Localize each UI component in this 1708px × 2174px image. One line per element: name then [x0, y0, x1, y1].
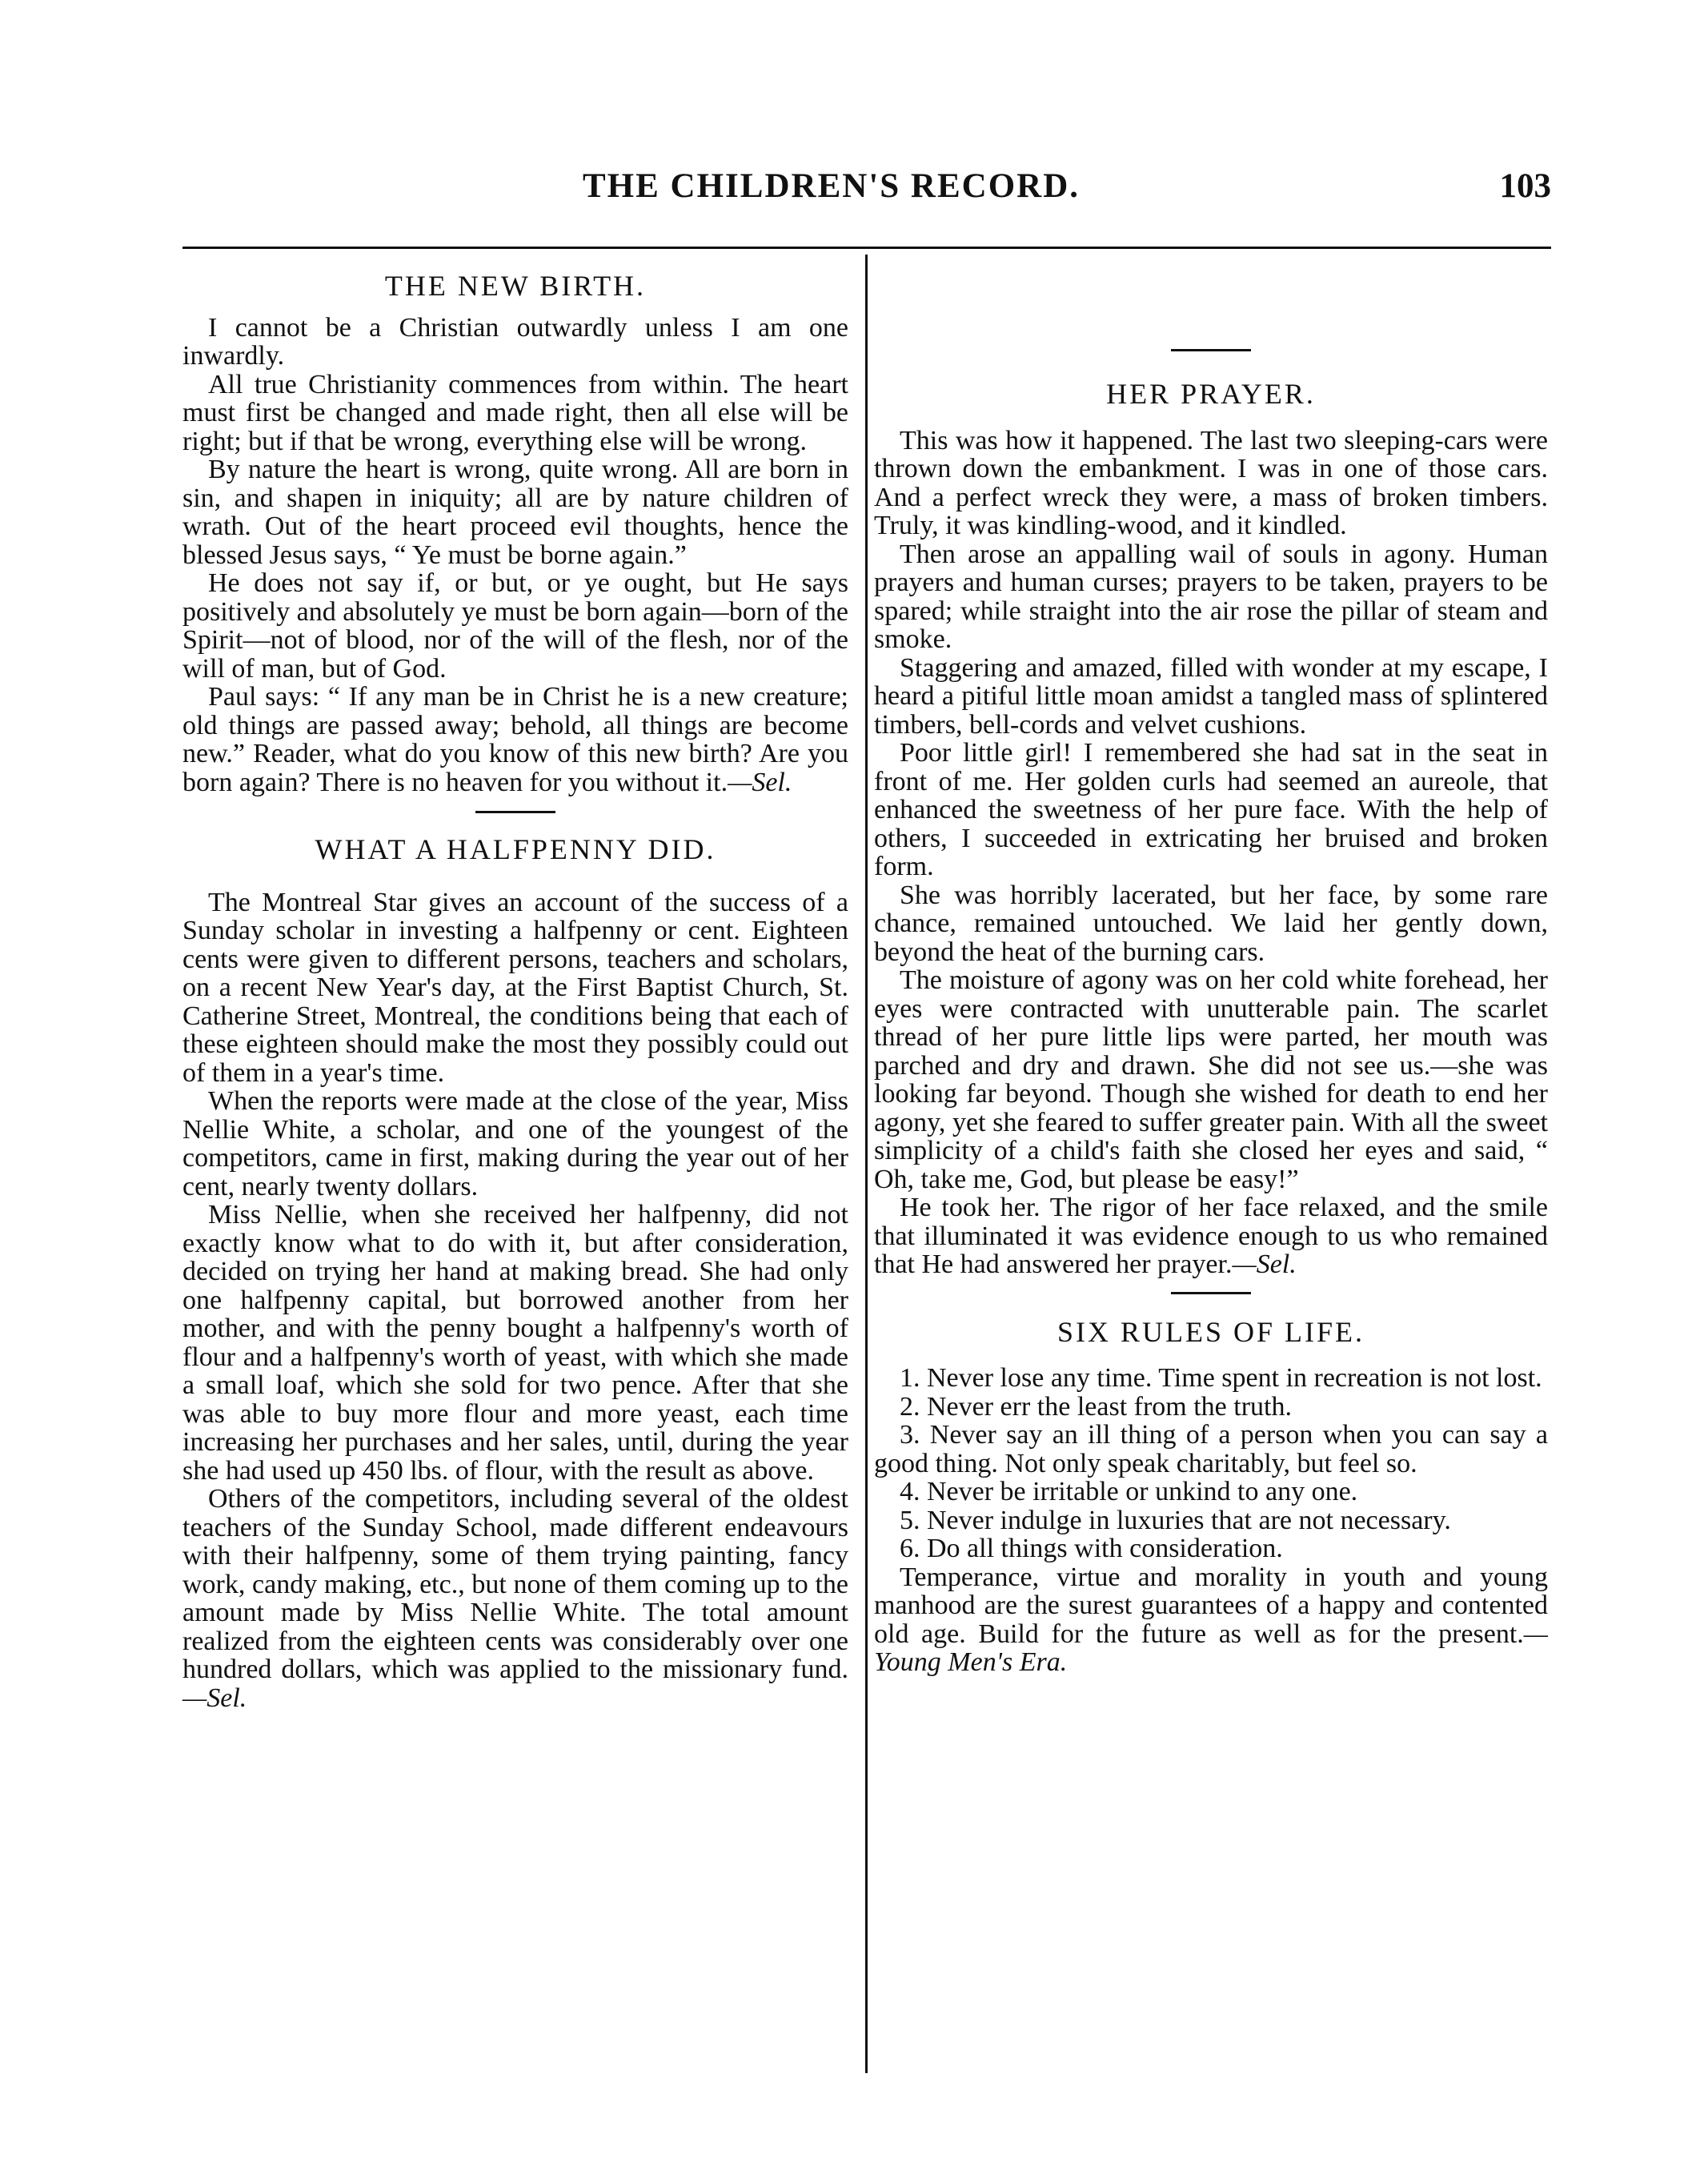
section-divider: [1171, 1292, 1251, 1294]
paragraph: Poor little girl! I remembered she had sat in the seat in front of me. Her golden curls had seemed an aureole, that enhanced the sweetness of her pure face. With the help of others, I succeeded in extricating her bruised and broken form.: [874, 738, 1548, 881]
paragraph: I cannot be a Christian outwardly unless I am one inwardly.: [182, 312, 848, 371]
section-divider: [475, 811, 555, 813]
list-item: 4. Never be irritable or unkind to any one.: [900, 1477, 1358, 1506]
article-title-six-rules: SIX RULES OF LIFE.: [1056, 1315, 1365, 1348]
paragraph: He does not say if, or but, or ye ought, but He says positively and absolutely ye must be born again—born of the Spirit—not of blood, nor of the will of the flesh, nor of the will of man, but of God.: [182, 568, 848, 684]
signature: —Sel.: [1232, 1249, 1297, 1279]
signature: —Sel.: [728, 767, 792, 797]
paragraph-text: Others of the competitors, including several of the oldest teachers of the Sunday School, made different endeavours with their halfpenny, some of them trying painting, fancy work, candy making, etc., but none of them coming up to the amount made by Miss Nellie White. The total amount realized from the eighteen cents was considerably over one hundred dollars, which was applied to the missionary fund.: [182, 1484, 848, 1684]
article-title-her-prayer: HER PRAYER.: [1106, 378, 1316, 410]
paragraph: The Montreal Star gives an account of the success of a Sunday scholar in investing a halfpenny or cent. Eighteen cents were given to different persons, teachers and scholars, on a recent New Year's day, at the First Baptist Church, St. Catherine Street, Montreal, the conditions being that each of these eighteen should make the most they possibly could out of them in a year's time.: [182, 887, 848, 1088]
paragraph: She was horribly lacerated, but her face, by some rare chance, remained untouched. We laid her gently down, beyond the heat of the burning cars.: [874, 880, 1548, 967]
list-item: 5. Never indulge in luxuries that are not necessary.: [900, 1505, 1451, 1535]
right-column: [874, 277, 1548, 1677]
paragraph: [874, 1563, 1548, 1677]
paragraph: By nature the heart is wrong, quite wrong. All are born in sin, and shapen in iniquity; all are by nature children of wrath. Out of the heart proceed evil thoughts, hence the blessed Jesus says, “ Ye must be borne again.”: [182, 455, 848, 570]
paragraph: Staggering and amazed, filled with wonder at my escape, I heard a pitiful little moan amidst a tangled mass of splintered timbers, bell-cords and velvet cushions.: [874, 652, 1548, 740]
paragraph: This was how it happened. The last two sleeping-cars were thrown down the embankment. I was in one of those cars. And a perfect wreck they were, a mass of broken timbers. Truly, it was kindling-wood, and it kindled.: [874, 425, 1548, 540]
left-column: [182, 272, 848, 1712]
paragraph: Then arose an appalling wail of souls in agony. Human prayers and human curses; prayers to be taken, prayers to be spared; while straight into the air rose the pillar of steam and smoke.: [874, 539, 1548, 654]
article-title-halfpenny: WHAT A HALFPENNY DID.: [315, 833, 716, 865]
paragraph: Miss Nellie, when she received her halfpenny, did not exactly know what to do with it, but after consideration, decided on trying her hand at making bread. She had only one halfpenny capital, but borrowed another from her mother, and with the penny bought a halfpenny's worth of flour and a halfpenny's worth of yeast, with which she made a small loaf, which she sold for two pence. After that she was able to buy more flour and more yeast, each time increasing her purchases and her sales, until, during the year she had used up 450 lbs. of flour, with the result as above.: [182, 1200, 848, 1486]
signature: —Sel.: [182, 1683, 247, 1713]
header-rule: [182, 247, 1551, 249]
paragraph-text: Paul says: “ If any man be in Christ he is a new creature; old things are passed away; behold, all things are become new.” Reader, what do you know of this new birth? Are you born again? There is no heaven for you without it.: [182, 682, 848, 797]
paragraph: All true Christianity commences from within. The heart must first be changed and made right, then all else will be right; but if that be wrong, everything else will be wrong.: [182, 369, 848, 456]
paragraph: [874, 1193, 1548, 1279]
list-item: 1. Never lose any time. Time spent in recreation is not lost.: [900, 1363, 1542, 1393]
paragraph: [182, 1485, 848, 1712]
page-header: [182, 166, 1551, 215]
list-item: 2. Never err the least from the truth.: [900, 1391, 1292, 1422]
article-title-new-birth: THE NEW BIRTH.: [384, 270, 647, 302]
column-divider: [865, 255, 868, 2073]
list-item: 3. Never say an ill thing of a person when you can say a good thing. Not only speak charitably, but feel so.: [874, 1420, 1548, 1478]
signature: —Young Men's Era.: [874, 1618, 1548, 1677]
paragraph: The moisture of agony was on her cold white forehead, her eyes were contracted with unutterable pain. The scarlet thread of her pure little lips were parted, her mouth was parched and dry and drawn. She did not see us.—she was looking far beyond. Though she wished for death to end her agony, yet she feared to suffer greater pain. With all the sweet simplicity of a child's faith she closed her eyes and said, “ Oh, take me, God, but please be easy!”: [874, 965, 1548, 1194]
paragraph: When the reports were made at the close of the year, Miss Nellie White, a scholar, and one of the youngest of the competitors, came in first, making during the year out of her cent, nearly twenty dollars.: [182, 1086, 848, 1201]
paragraph-text: He took her. The rigor of her face relaxed, and the smile that illuminated it was evidence enough to us who remained that He had answered her prayer.: [874, 1193, 1548, 1279]
list-item: 6. Do all things with consideration.: [900, 1534, 1283, 1563]
section-divider: [1171, 349, 1251, 351]
paragraph-text: Temperance, virtue and morality in youth and young manhood are the surest guarantees of a happy and contented old age. Build for the future as well as for the present.: [874, 1562, 1548, 1649]
rules-list: [874, 1364, 1548, 1563]
page-number: 103: [1499, 167, 1551, 205]
paragraph: [182, 683, 848, 796]
running-title: THE CHILDREN'S RECORD.: [583, 167, 1081, 205]
